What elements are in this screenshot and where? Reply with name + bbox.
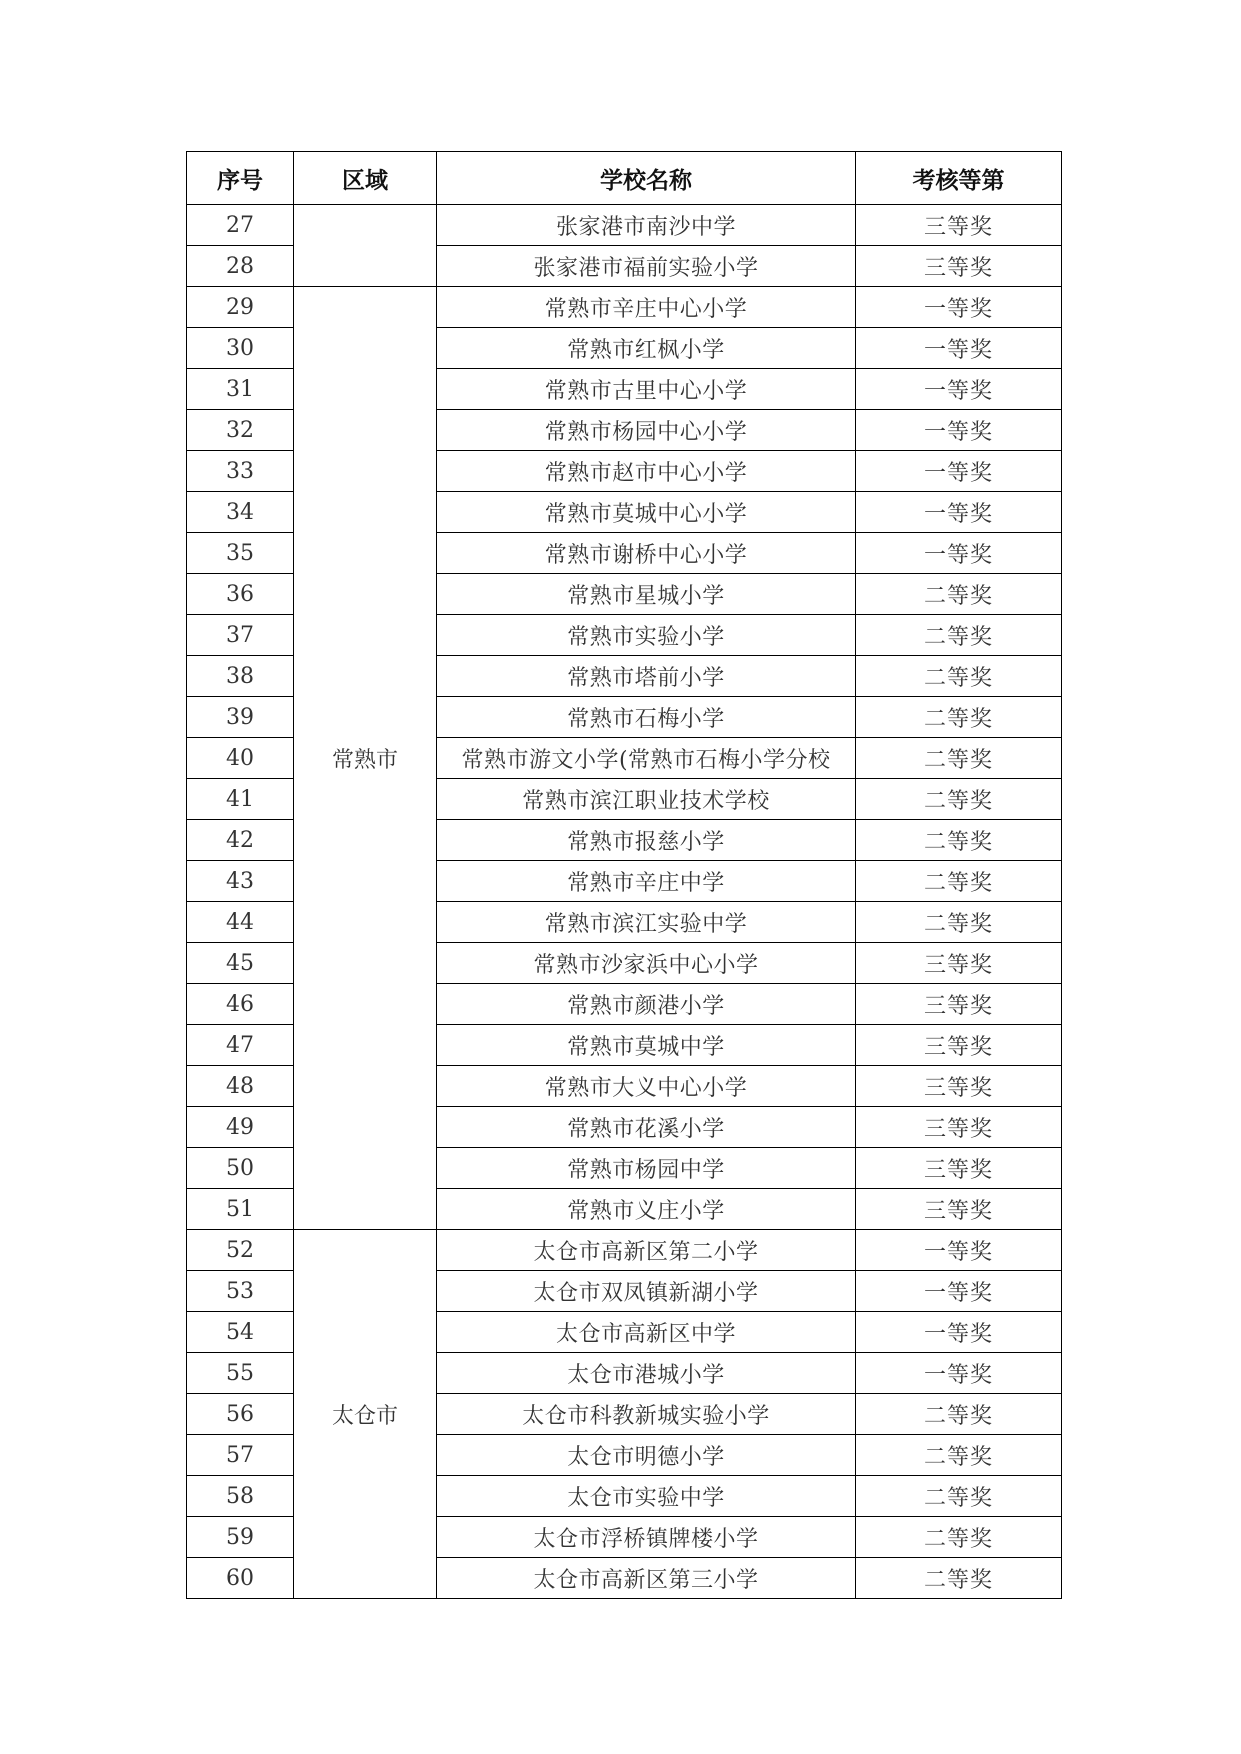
row-index: 48 bbox=[187, 1066, 294, 1107]
row-index: 44 bbox=[187, 902, 294, 943]
row-index: 47 bbox=[187, 1025, 294, 1066]
school-name: 常熟市辛庄中心小学 bbox=[437, 287, 856, 328]
row-index: 32 bbox=[187, 410, 294, 451]
award-grade: 三等奖 bbox=[856, 943, 1062, 984]
row-index: 27 bbox=[187, 205, 294, 246]
school-name: 太仓市实验中学 bbox=[437, 1476, 856, 1517]
row-index: 49 bbox=[187, 1107, 294, 1148]
award-grade: 二等奖 bbox=[856, 738, 1062, 779]
row-index: 57 bbox=[187, 1435, 294, 1476]
school-name: 常熟市沙家浜中心小学 bbox=[437, 943, 856, 984]
school-name: 常熟市滨江职业技术学校 bbox=[437, 779, 856, 820]
row-index: 58 bbox=[187, 1476, 294, 1517]
school-name: 常熟市星城小学 bbox=[437, 574, 856, 615]
award-grade: 三等奖 bbox=[856, 1066, 1062, 1107]
award-grade: 一等奖 bbox=[856, 451, 1062, 492]
school-name: 太仓市高新区第二小学 bbox=[437, 1230, 856, 1271]
award-grade: 二等奖 bbox=[856, 574, 1062, 615]
row-index: 31 bbox=[187, 369, 294, 410]
row-index: 35 bbox=[187, 533, 294, 574]
row-index: 51 bbox=[187, 1189, 294, 1230]
award-grade: 一等奖 bbox=[856, 369, 1062, 410]
region-cell: 常熟市 bbox=[294, 287, 437, 1230]
school-name: 常熟市杨园中心小学 bbox=[437, 410, 856, 451]
row-index: 60 bbox=[187, 1558, 294, 1599]
school-name: 张家港市福前实验小学 bbox=[437, 246, 856, 287]
award-grade: 二等奖 bbox=[856, 697, 1062, 738]
school-name: 太仓市双凤镇新湖小学 bbox=[437, 1271, 856, 1312]
row-index: 59 bbox=[187, 1517, 294, 1558]
header-index: 序号 bbox=[187, 152, 294, 205]
school-name: 张家港市南沙中学 bbox=[437, 205, 856, 246]
row-index: 39 bbox=[187, 697, 294, 738]
school-name: 太仓市高新区第三小学 bbox=[437, 1558, 856, 1599]
award-grade: 二等奖 bbox=[856, 1558, 1062, 1599]
school-name: 常熟市古里中心小学 bbox=[437, 369, 856, 410]
row-index: 34 bbox=[187, 492, 294, 533]
award-grade: 二等奖 bbox=[856, 902, 1062, 943]
row-index: 46 bbox=[187, 984, 294, 1025]
award-grade: 二等奖 bbox=[856, 1394, 1062, 1435]
award-grade: 三等奖 bbox=[856, 1107, 1062, 1148]
award-grade: 三等奖 bbox=[856, 1025, 1062, 1066]
school-name: 常熟市谢桥中心小学 bbox=[437, 533, 856, 574]
school-name: 常熟市花溪小学 bbox=[437, 1107, 856, 1148]
award-grade: 二等奖 bbox=[856, 779, 1062, 820]
table-row bbox=[187, 287, 1062, 328]
row-index: 45 bbox=[187, 943, 294, 984]
region-cell: 太仓市 bbox=[294, 1230, 437, 1599]
award-grade: 三等奖 bbox=[856, 246, 1062, 287]
award-grade: 一等奖 bbox=[856, 1271, 1062, 1312]
award-grade: 二等奖 bbox=[856, 1435, 1062, 1476]
table-row bbox=[187, 205, 1062, 246]
row-index: 53 bbox=[187, 1271, 294, 1312]
award-grade: 二等奖 bbox=[856, 1476, 1062, 1517]
school-name: 常熟市莫城中心小学 bbox=[437, 492, 856, 533]
row-index: 38 bbox=[187, 656, 294, 697]
row-index: 42 bbox=[187, 820, 294, 861]
row-index: 43 bbox=[187, 861, 294, 902]
header-school: 学校名称 bbox=[437, 152, 856, 205]
row-index: 33 bbox=[187, 451, 294, 492]
school-name: 常熟市赵市中心小学 bbox=[437, 451, 856, 492]
header-grade: 考核等第 bbox=[856, 152, 1062, 205]
award-grade: 二等奖 bbox=[856, 861, 1062, 902]
row-index: 36 bbox=[187, 574, 294, 615]
award-grade: 一等奖 bbox=[856, 1353, 1062, 1394]
school-name: 常熟市大义中心小学 bbox=[437, 1066, 856, 1107]
region-cell bbox=[294, 205, 437, 287]
award-grade: 三等奖 bbox=[856, 1148, 1062, 1189]
row-index: 28 bbox=[187, 246, 294, 287]
table-row bbox=[187, 1230, 1062, 1271]
row-index: 55 bbox=[187, 1353, 294, 1394]
school-name: 太仓市港城小学 bbox=[437, 1353, 856, 1394]
award-grade: 一等奖 bbox=[856, 287, 1062, 328]
row-index: 37 bbox=[187, 615, 294, 656]
school-name: 太仓市科教新城实验小学 bbox=[437, 1394, 856, 1435]
school-name: 太仓市浮桥镇牌楼小学 bbox=[437, 1517, 856, 1558]
school-name: 太仓市明德小学 bbox=[437, 1435, 856, 1476]
award-grade: 二等奖 bbox=[856, 1517, 1062, 1558]
award-grade: 二等奖 bbox=[856, 820, 1062, 861]
school-name: 常熟市颜港小学 bbox=[437, 984, 856, 1025]
award-grade: 一等奖 bbox=[856, 533, 1062, 574]
award-grade: 一等奖 bbox=[856, 328, 1062, 369]
award-grade: 一等奖 bbox=[856, 1312, 1062, 1353]
school-name: 常熟市杨园中学 bbox=[437, 1148, 856, 1189]
table-body bbox=[187, 205, 1062, 1599]
row-index: 50 bbox=[187, 1148, 294, 1189]
award-grade: 三等奖 bbox=[856, 205, 1062, 246]
award-grade: 二等奖 bbox=[856, 656, 1062, 697]
row-index: 56 bbox=[187, 1394, 294, 1435]
award-grade: 三等奖 bbox=[856, 984, 1062, 1025]
row-index: 52 bbox=[187, 1230, 294, 1271]
school-name: 常熟市游文小学(常熟市石梅小学分校 bbox=[437, 738, 856, 779]
row-index: 30 bbox=[187, 328, 294, 369]
school-name: 常熟市莫城中学 bbox=[437, 1025, 856, 1066]
row-index: 54 bbox=[187, 1312, 294, 1353]
school-name: 常熟市塔前小学 bbox=[437, 656, 856, 697]
school-name: 常熟市红枫小学 bbox=[437, 328, 856, 369]
school-name: 常熟市实验小学 bbox=[437, 615, 856, 656]
award-grade: 三等奖 bbox=[856, 1189, 1062, 1230]
row-index: 41 bbox=[187, 779, 294, 820]
award-grade: 一等奖 bbox=[856, 410, 1062, 451]
award-grade: 一等奖 bbox=[856, 492, 1062, 533]
school-name: 太仓市高新区中学 bbox=[437, 1312, 856, 1353]
school-name: 常熟市辛庄中学 bbox=[437, 861, 856, 902]
header-region: 区域 bbox=[294, 152, 437, 205]
row-index: 29 bbox=[187, 287, 294, 328]
school-name: 常熟市报慈小学 bbox=[437, 820, 856, 861]
school-name: 常熟市滨江实验中学 bbox=[437, 902, 856, 943]
table-header-row bbox=[187, 152, 1062, 205]
school-name: 常熟市石梅小学 bbox=[437, 697, 856, 738]
award-grade: 二等奖 bbox=[856, 615, 1062, 656]
school-name: 常熟市义庄小学 bbox=[437, 1189, 856, 1230]
award-grade: 一等奖 bbox=[856, 1230, 1062, 1271]
award-table bbox=[186, 151, 1062, 1599]
row-index: 40 bbox=[187, 738, 294, 779]
